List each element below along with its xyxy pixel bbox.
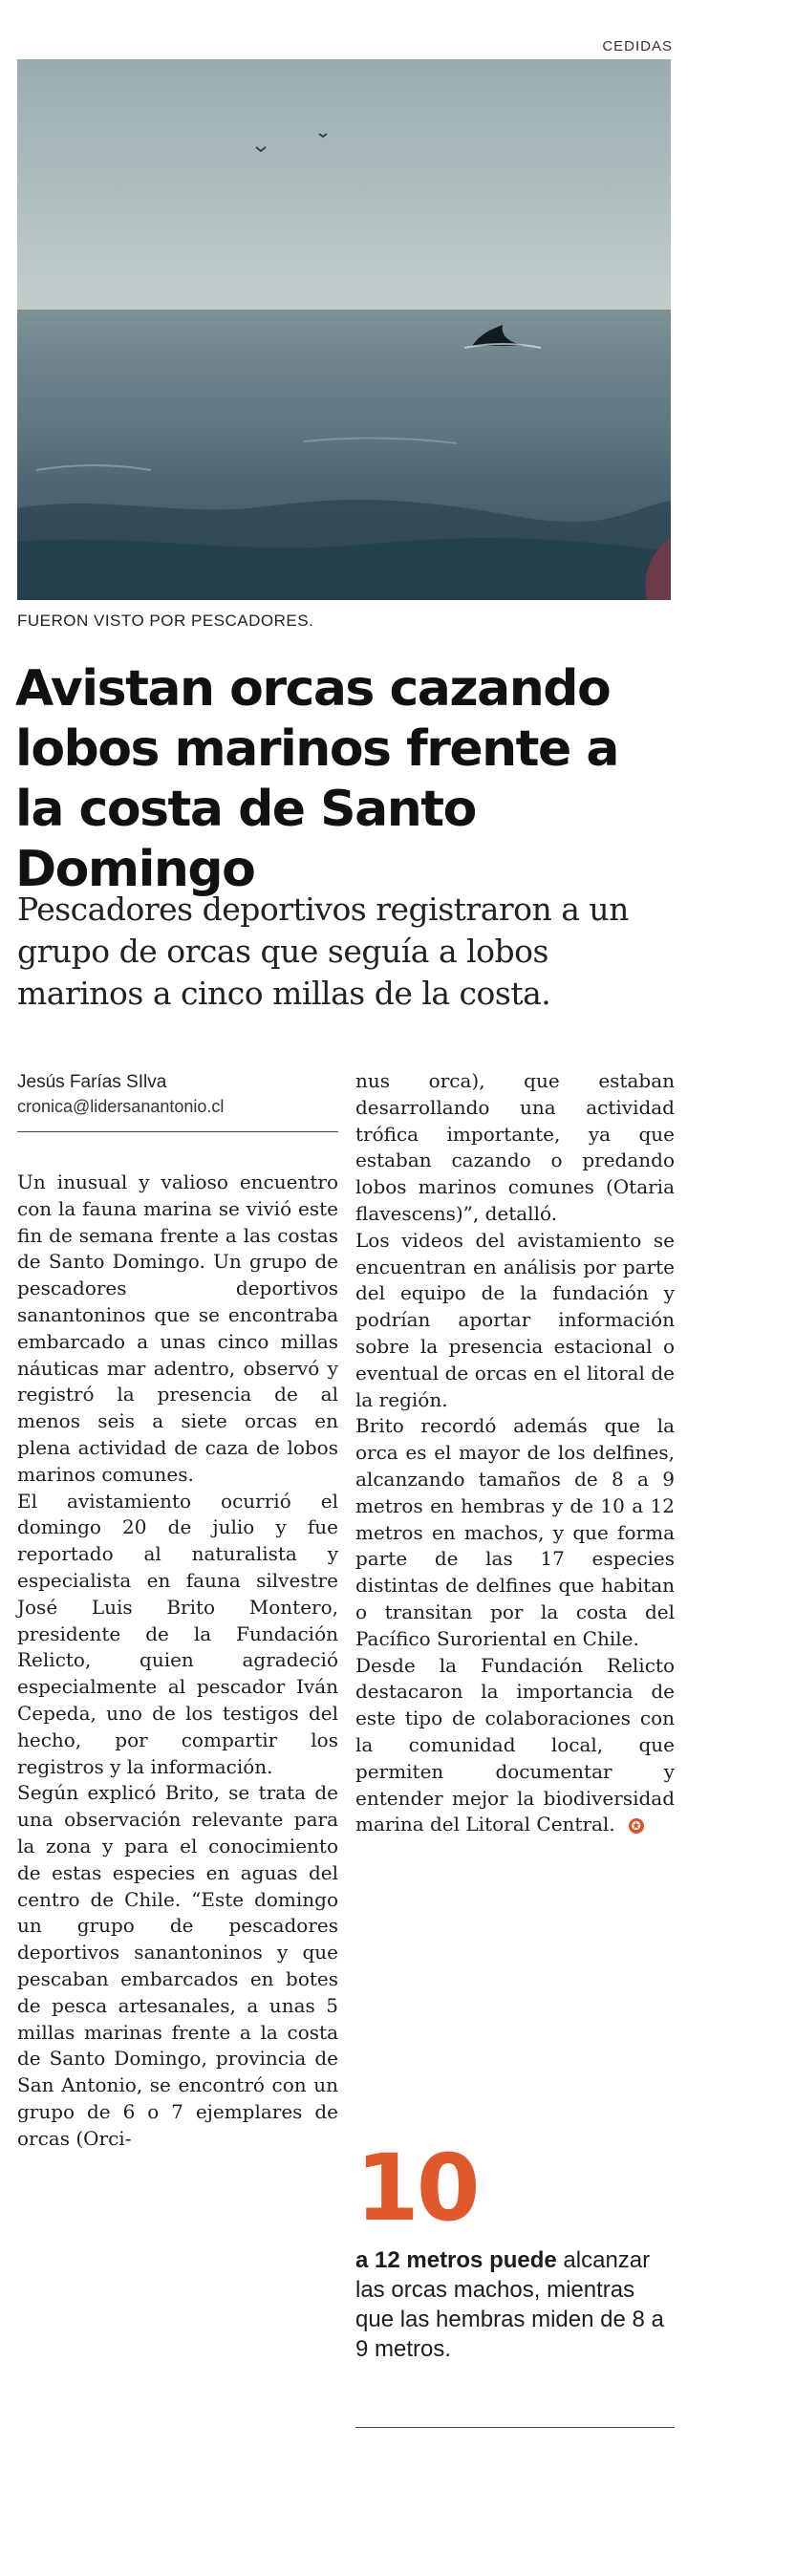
paragraph: Un inusual y valioso encuentro con la fauna marina se vivió este fin de semana frente a las costas de Santo Domingo. Un grupo de pescadores deportivos sanantoninos que se encontraba embarcado a unas cinco millas náuticas mar adentro, observó y registró la presencia de al menos seis a siete orcas en plena actividad de caza de lobos marinos comunes. [17, 1170, 338, 1486]
stat-bold: a 12 metros puede [355, 2247, 557, 2273]
stat-divider [355, 2427, 675, 2428]
stat-rest: alcanzar las orcas machos, mientras que las hembras miden de 8 a 9 metros. [355, 2247, 664, 2362]
article-deck: Pescadores deportivos registraron a un grupo de orcas que seguía a lobos marinos a cinco millas de la costa. [17, 891, 629, 1012]
stat-number: 10 [355, 2135, 478, 2242]
paragraph-last [355, 1653, 675, 1839]
stat-text [355, 2245, 671, 2364]
article-headline: Avistan orcas cazando lobos marinos frente a la costa de Santo Domingo [15, 660, 618, 898]
paragraph: El avistamiento ocurrió el domingo 20 de julio y fue reportado al naturalista y especialista en fauna silvestre José Luis Brito Montero, presidente de la Fundación Relicto, quien agradeció especialmente al pescador Iván Cepeda, uno de los testigos del hecho, por compartir los registros y la información. [17, 1489, 338, 1778]
author-email[interactable]: cronica@lidersanantonio.cl [17, 1097, 225, 1116]
paragraph-text: Desde la Fundación Relicto destacaron la importancia de este tipo de colaboraciones con la comunidad local, que permiten documentar y entender mejor la biodiversidad marina del Litoral Central. [355, 1653, 675, 1836]
article-column-2 [355, 1068, 675, 1838]
byline [17, 1070, 342, 1118]
byline-divider [17, 1131, 338, 1132]
article-column-1 [17, 1170, 338, 2152]
article-photo [17, 59, 671, 600]
paragraph: Según explicó Brito, se trata de una observación relevante para la zona y para el conocimiento de estas especies en aguas del centro de Chile. “Este domingo un grupo de pescadores deportivos sanantoninos y que pescaban embarcados en botes de pesca artesanales, a unas 5 millas marinas frente a la costa de Santo Domingo, provincia de San Antonio, se encontró con un grupo de 6 o 7 ejemplares de orcas (Orci- [17, 1781, 338, 2150]
photo-caption: FUERON VISTO POR PESCADORES. [17, 612, 314, 630]
paragraph: Los videos del avistamiento se encuentran en análisis por parte del equipo de la fundación y podrían aportar información sobre la presencia estacional o eventual de orcas en el litoral de la región. [355, 1228, 675, 1411]
paragraph: nus orca), que estaban desarrollando una actividad trófica importante, ya que estaban cazando o predando lobos marinos comunes (Otaria flavescens)”, detalló. [355, 1069, 675, 1225]
paragraph: Brito recordó además que la orca es el mayor de los delfines, alcanzando tamaños de 8 a 9 metros en hembras y de 10 a 12 metros en machos, y que forma parte de las 17 especies distintas de delfines que habitan o transitan por la costa del Pacífico Suroriental en Chile. [355, 1414, 675, 1650]
sea-scene [17, 59, 671, 600]
end-mark-icon: ✪ [629, 1818, 644, 1834]
author-name: Jesús Farías SIlva [17, 1072, 167, 1092]
photo-credit: CEDIDAS [602, 38, 673, 54]
